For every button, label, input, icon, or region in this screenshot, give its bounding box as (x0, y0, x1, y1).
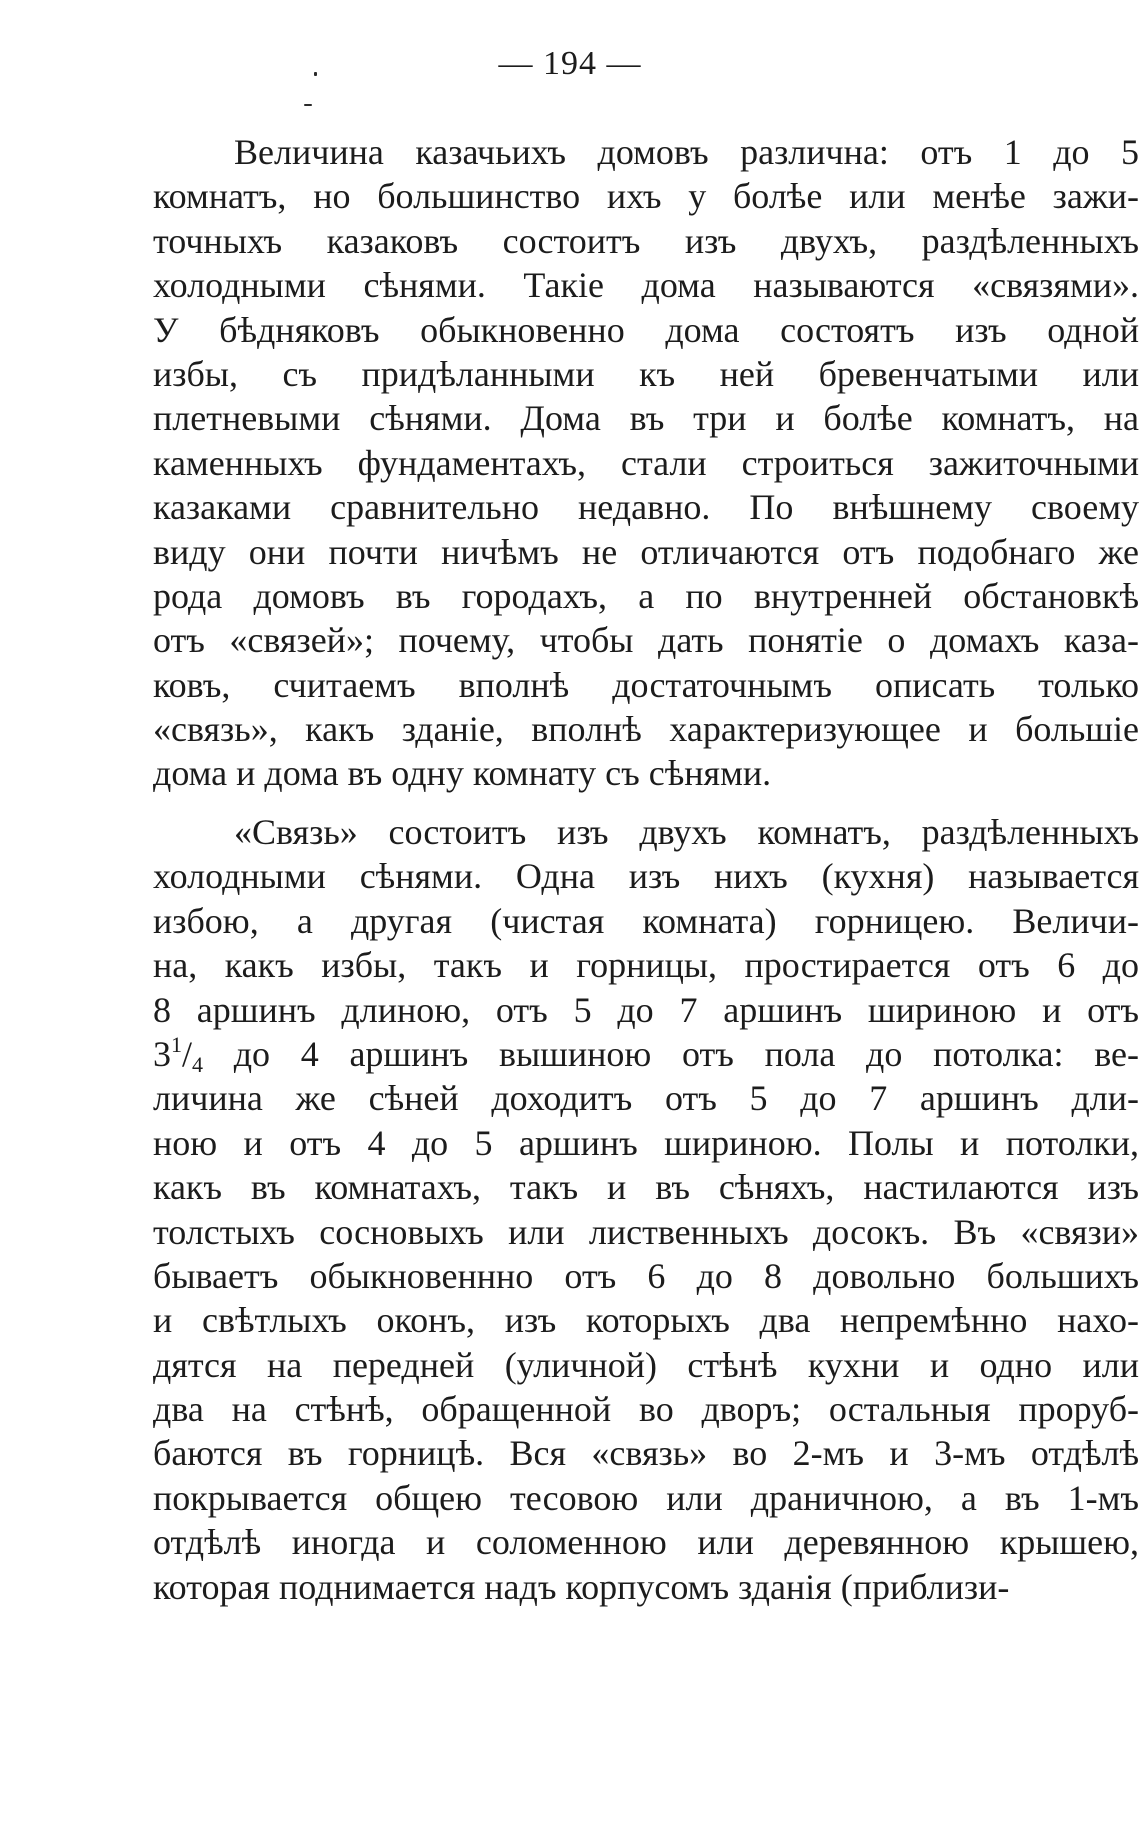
text-line: избою, а другая (чистая комната) горницею. Величи- (153, 900, 1139, 941)
text-line: каменныхъ фундаментахъ, стали строиться зажиточными (153, 442, 1139, 483)
fraction (153, 1031, 204, 1077)
text-line: дома и дома въ одну комнату съ сѣнями. (153, 753, 772, 794)
text-line: Величина казачьихъ домовъ различна: отъ 1 до 5 (234, 132, 1139, 172)
print-speck (314, 72, 317, 76)
text-line: комнатъ, но большинство ихъ у болѣе или менѣе зажи- (153, 176, 1139, 217)
print-speck (304, 104, 312, 106)
text-line: 8 аршинъ длиною, отъ 5 до 7 аршинъ шириною и отъ (153, 989, 1139, 1030)
fraction-denominator: 4 (192, 1051, 204, 1077)
text-line: толстыхъ сосновыхъ или лиственныхъ досокъ. Въ «связи» (153, 1211, 1139, 1252)
text-line: личина же сѣней доходитъ отъ 5 до 7 аршинъ дли- (153, 1078, 1139, 1119)
text-line: виду они почти ничѣмъ не отличаются отъ подобнаго же (153, 531, 1139, 572)
text-line: «Связь» состоитъ изъ двухъ комнатъ, раздѣленныхъ (234, 812, 1139, 852)
text-line: холодными сѣнями. Такiе дома называются «связями». (153, 265, 1139, 306)
text-line: дятся на передней (уличной) стѣнѣ кухни и одно или (153, 1344, 1139, 1385)
text-line: «связь», какъ зданiе, вполнѣ характеризующее и большiе (153, 709, 1139, 750)
text-line: ною и отъ 4 до 5 аршинъ шириною. Полы и потолки, (153, 1122, 1139, 1163)
text-line: холодными сѣнями. Одна изъ нихъ (кухня) называется (153, 856, 1139, 897)
text-line: избы, съ придѣланными къ ней бревенчатыми или (153, 353, 1139, 394)
text-line: и свѣтлыхъ оконъ, изъ которыхъ два непремѣнно нахо- (153, 1300, 1139, 1341)
text-line: баются въ горницѣ. Вся «связь» во 2-мъ и 3-мъ отдѣлѣ (153, 1433, 1139, 1474)
text-line: рода домовъ въ городахъ, а по внутренней обстановкѣ (153, 575, 1139, 616)
text-line: отъ «связей»; почему, чтобы дать понятiе о домахъ каза- (153, 620, 1139, 661)
paragraph-1 (153, 130, 1139, 796)
text-line: плетневыми сѣнями. Дома въ три и болѣе комнатъ, на (153, 398, 1139, 439)
page-number: — 194 — (498, 45, 642, 82)
text-line: казаками сравнительно недавно. По внѣшнему своему (153, 487, 1139, 528)
fraction-slash: / (182, 1033, 193, 1074)
text-line: покрывается общею тесовою или драничною, а въ 1-мъ (153, 1477, 1139, 1518)
text-line: которая поднимается надъ корпусомъ зданiя (приблизи- (153, 1566, 1010, 1607)
text-line: ковъ, считаемъ вполнѣ достаточнымъ описать только (153, 664, 1139, 705)
text-line: точныхъ казаковъ состоитъ изъ двухъ, раздѣленныхъ (153, 220, 1139, 261)
text-line: $3^1/_4$ до 4 аршинъ вышиною отъ пола до потолка: ве- (153, 1031, 1139, 1077)
fraction-whole: 3 (153, 1033, 171, 1074)
text-line: два на стѣнѣ, обращенной во дворъ; остальныя проруб- (153, 1389, 1139, 1430)
text-line: какъ въ комнатахъ, такъ и въ сѣняхъ, настилаются изъ (153, 1167, 1139, 1208)
text-line: У бѣдняковъ обыкновенно дома состоятъ изъ одной (153, 309, 1139, 350)
text-line: на, какъ избы, такъ и горницы, простирается отъ 6 до (153, 945, 1139, 986)
fraction-numerator: 1 (171, 1031, 182, 1057)
text-line: бываетъ обыкновеннно отъ 6 до 8 довольно большихъ (153, 1255, 1139, 1296)
paragraph-2 (153, 810, 1139, 1609)
text-line: отдѣлѣ иногда и соломенною или деревянною крышею, (153, 1522, 1139, 1563)
